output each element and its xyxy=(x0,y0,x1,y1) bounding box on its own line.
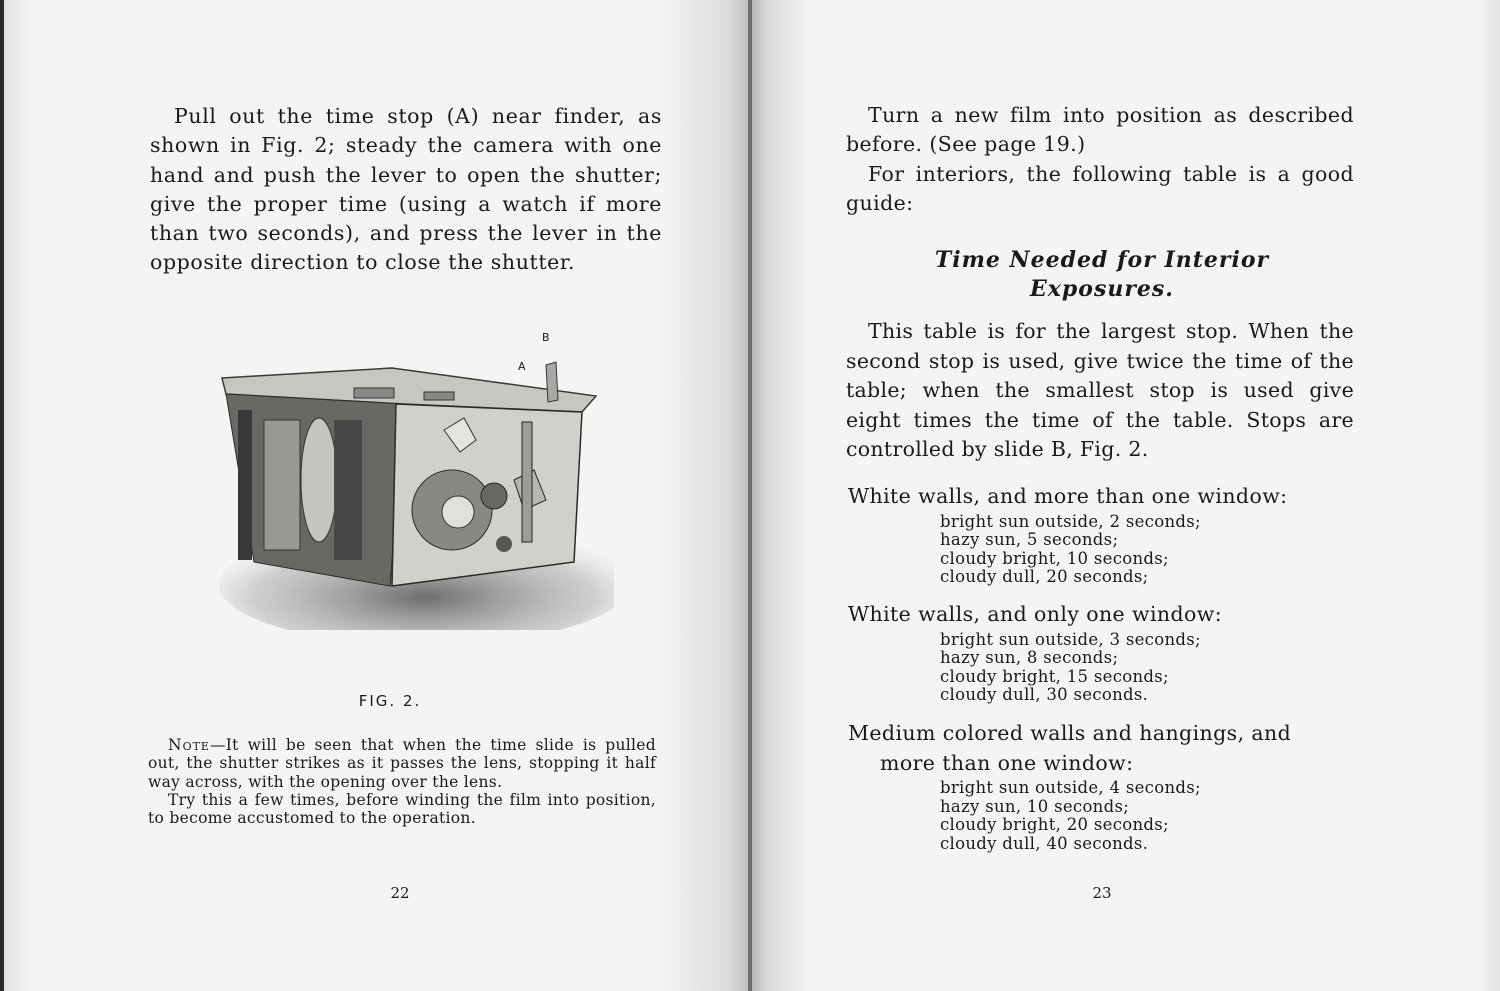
note-text: —It will be seen that when the time slide is pulled out, the shutter strikes as it passes the lens, stopping it half way across, with the opening over the lens. xyxy=(148,736,656,791)
camera-interior xyxy=(334,420,362,560)
left-page xyxy=(4,0,750,991)
section-rows xyxy=(940,631,1354,705)
section-heading-line-1: Medium colored walls and hangings, and xyxy=(848,721,1292,745)
top-catch xyxy=(354,388,394,398)
figure-caption: FIG. 2. xyxy=(358,692,422,710)
instruction-paragraph: Pull out the time stop (A) near finder, as shown in Fig. 2; steady the camera with one hand and push the lever to open the shutter; give the proper time (using a watch if more than two seconds), and press the lever in the opposite direction to close the shutter. xyxy=(150,104,662,275)
section-rows xyxy=(940,513,1354,587)
exposure-row: hazy sun, 10 seconds; xyxy=(940,796,1130,816)
table-title-line-2: Exposures. xyxy=(1030,276,1174,302)
exposure-row: hazy sun, 8 seconds; xyxy=(940,648,1119,667)
camera-side-strut xyxy=(238,410,252,560)
exposure-section xyxy=(848,482,1354,587)
table-title xyxy=(862,246,1342,304)
intro-paragraph-1: Turn a new film into position as described before. (See page 19.) xyxy=(846,103,1354,157)
exposure-row: bright sun outside, 3 seconds; xyxy=(940,629,1201,649)
section-heading: White walls, and only one window: xyxy=(848,602,1223,626)
exposure-section xyxy=(848,719,1354,853)
exposure-section xyxy=(848,600,1354,705)
time-stop-a xyxy=(424,392,454,400)
note-text-2: Try this a few times, before winding the film into position, to become accustomed to the operation. xyxy=(148,790,656,828)
exposure-row: hazy sun, 5 seconds; xyxy=(940,530,1119,549)
right-page xyxy=(752,0,1500,991)
exposure-row: bright sun outside, 2 seconds; xyxy=(940,511,1201,531)
section-rows xyxy=(940,779,1354,853)
film-spool xyxy=(264,420,300,550)
exposure-row: cloudy bright, 10 seconds; xyxy=(940,548,1169,568)
camera-figure xyxy=(214,330,614,630)
table-title-line-1: Time Needed for Interior xyxy=(934,247,1270,273)
exposure-row: cloudy dull, 40 seconds. xyxy=(940,833,1149,853)
exposure-row: cloudy bright, 15 seconds; xyxy=(940,666,1169,686)
section-heading: White walls, and more than one window: xyxy=(848,484,1288,508)
page-number-right: 23 xyxy=(1092,884,1112,902)
exposure-row: cloudy bright, 20 seconds; xyxy=(940,815,1169,834)
note-block xyxy=(148,736,656,827)
exposure-row: cloudy dull, 30 seconds. xyxy=(940,685,1149,704)
figure-label-b: B xyxy=(542,331,550,344)
lens-icon xyxy=(442,496,474,528)
shutter-pivot xyxy=(496,536,512,552)
intro-text xyxy=(846,101,1354,218)
stop-slide-b xyxy=(546,362,558,402)
left-body-text xyxy=(150,102,662,278)
exposure-row: cloudy dull, 20 seconds; xyxy=(940,567,1149,586)
section-heading xyxy=(848,719,1354,778)
time-slide xyxy=(522,422,532,542)
section-heading-line-2: more than one window: xyxy=(880,750,1134,775)
note-lead: Note xyxy=(168,736,210,754)
explanation-paragraph: This table is for the largest stop. When the second stop is used, give twice the time of the table; when the smallest stop is used give eight times the time of the table. Stops are controlled by slide B, Fig. 2. xyxy=(846,319,1354,462)
intro-paragraph-2: For interiors, the following table is a good guide: xyxy=(846,161,1354,215)
figure-label-a: A xyxy=(518,360,526,373)
film-roller xyxy=(301,418,337,542)
shutter-gear xyxy=(481,483,507,509)
exposure-row: bright sun outside, 4 seconds; xyxy=(940,778,1201,797)
page-number-left: 22 xyxy=(390,884,410,902)
table-explanation xyxy=(846,317,1354,465)
